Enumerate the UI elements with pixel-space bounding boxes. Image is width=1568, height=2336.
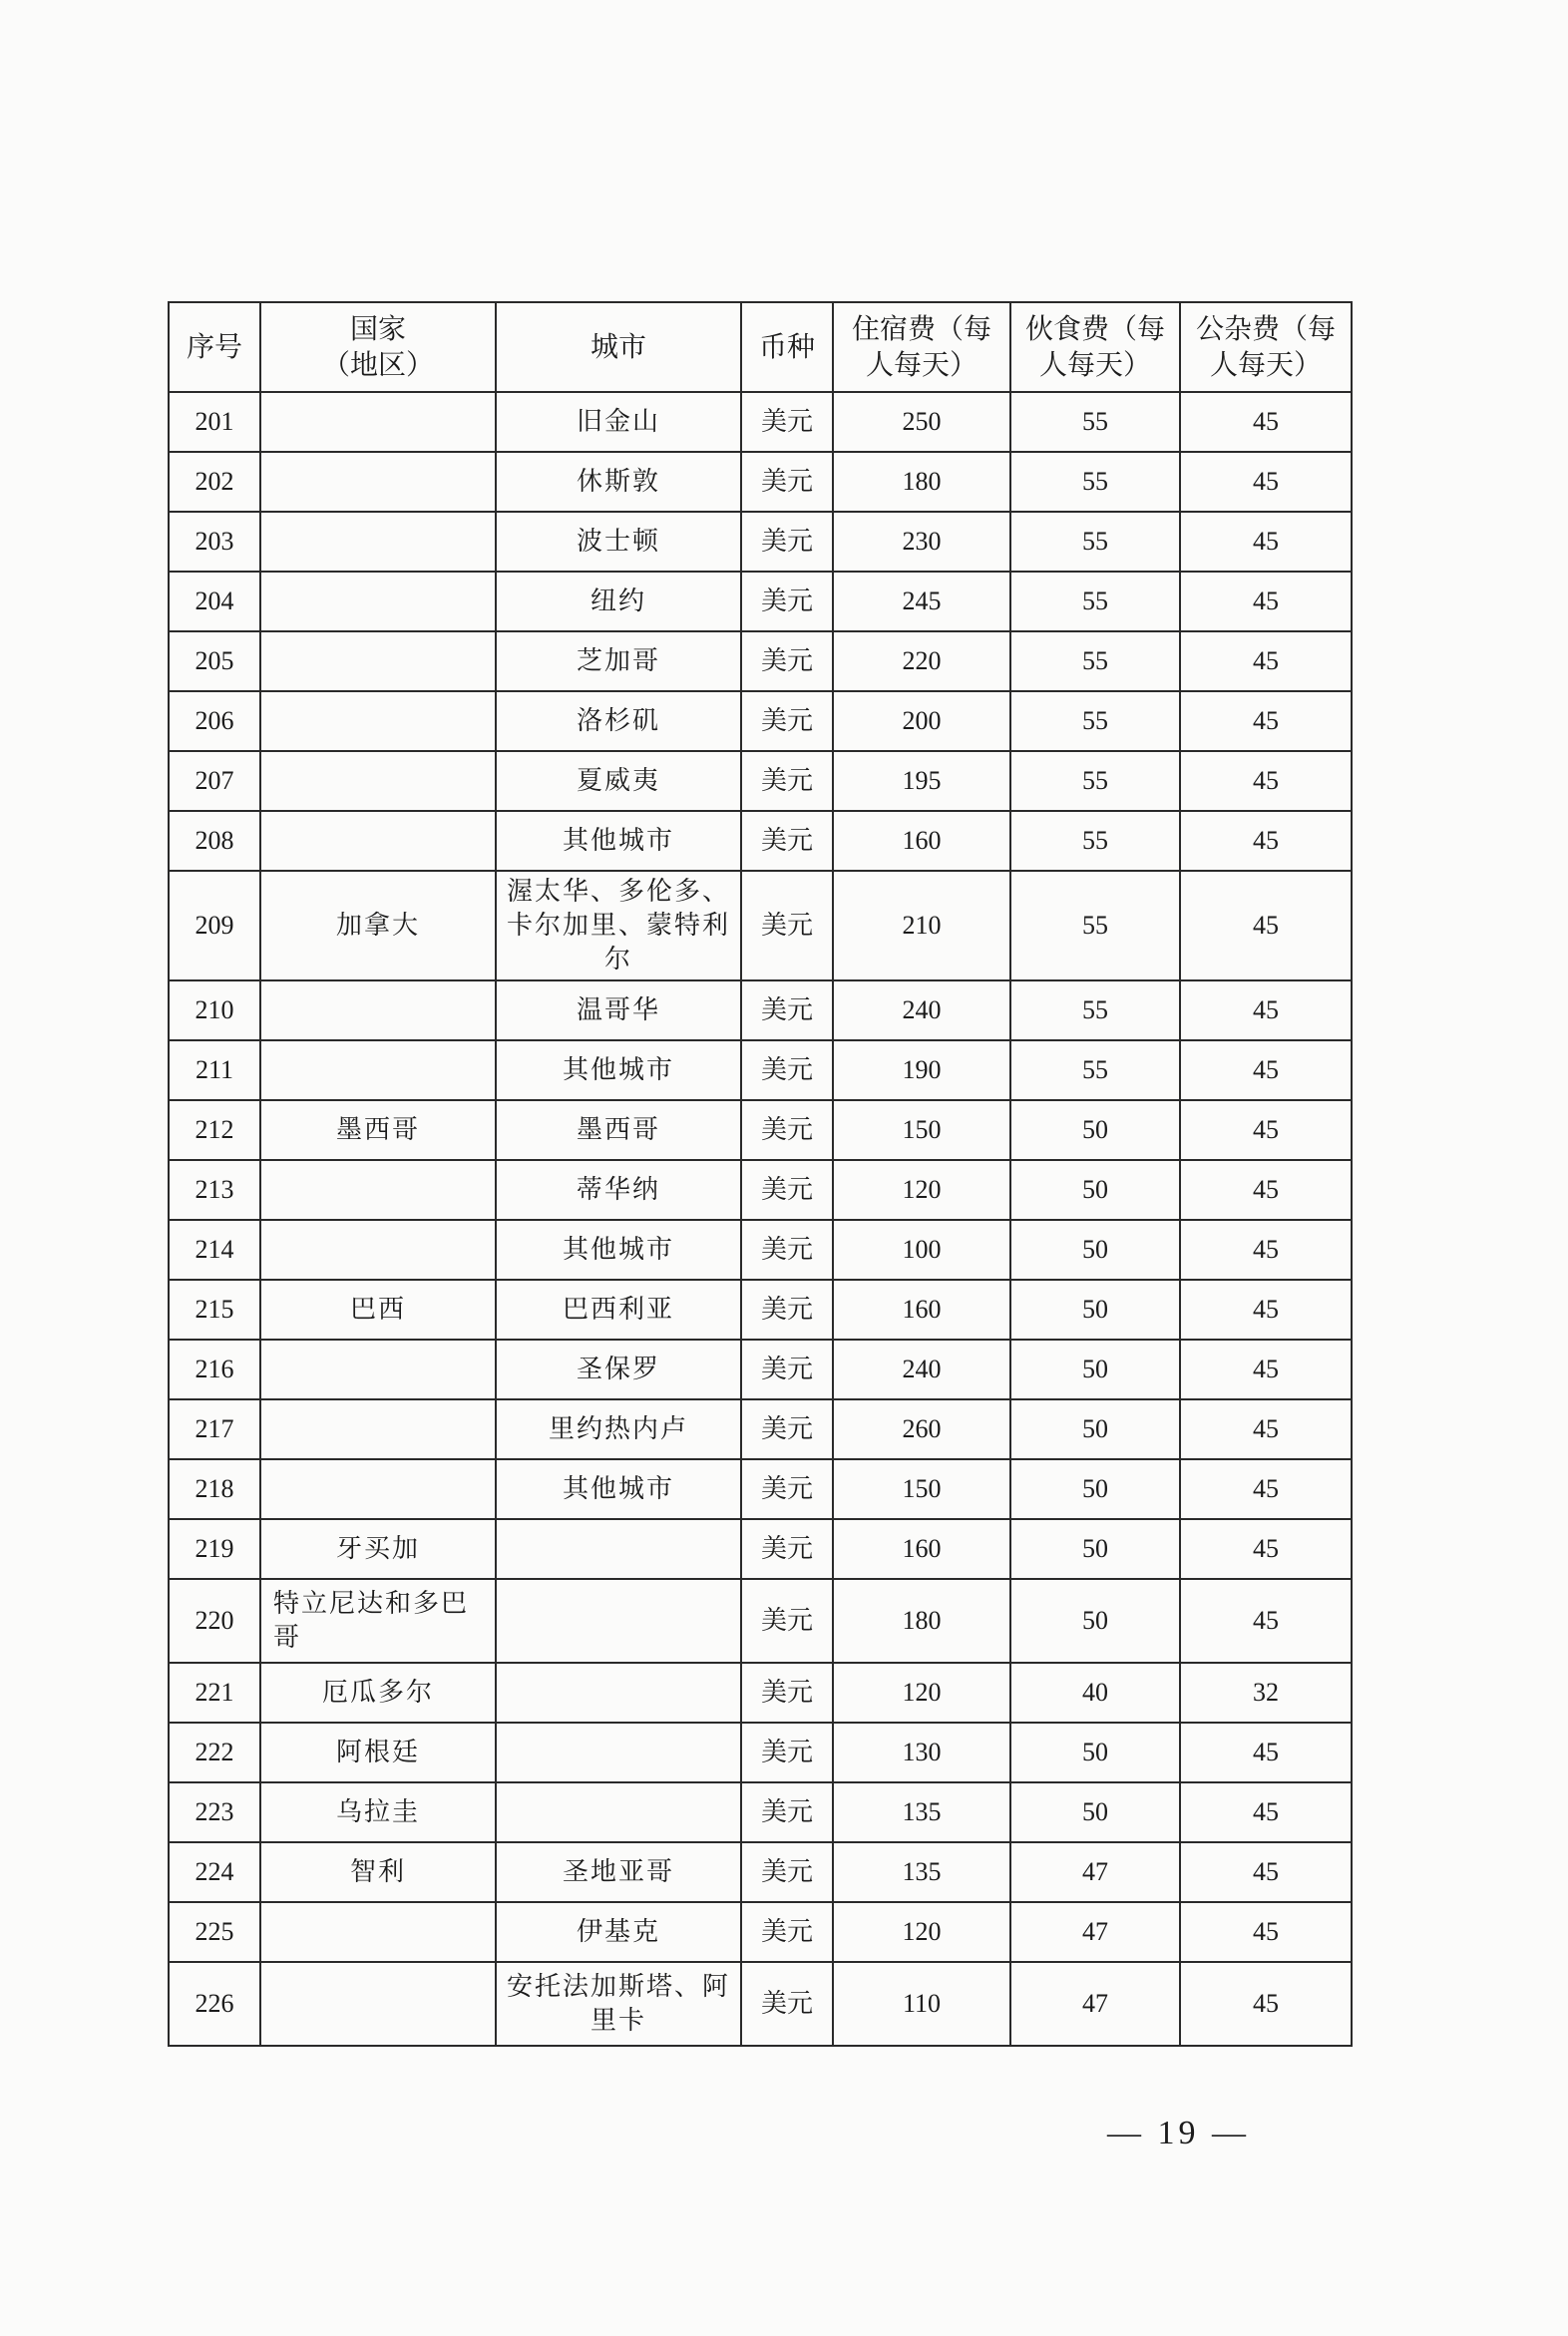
table-row <box>169 871 1352 980</box>
cell-misc: 45 <box>1180 572 1352 631</box>
cell-currency: 美元 <box>741 572 833 631</box>
cell-lodging: 240 <box>833 980 1010 1040</box>
cell-misc: 45 <box>1180 811 1352 871</box>
cell-lodging: 135 <box>833 1782 1010 1842</box>
cell-no: 204 <box>169 572 260 631</box>
table-row <box>169 631 1352 691</box>
cell-no: 220 <box>169 1579 260 1663</box>
cell-no: 209 <box>169 871 260 980</box>
cell-food: 55 <box>1010 631 1180 691</box>
cell-country: 牙买加 <box>260 1519 496 1579</box>
cell-lodging: 260 <box>833 1399 1010 1459</box>
cell-no: 224 <box>169 1842 260 1902</box>
cell-misc: 45 <box>1180 871 1352 980</box>
cell-food: 47 <box>1010 1902 1180 1962</box>
cell-no: 207 <box>169 751 260 811</box>
cell-currency: 美元 <box>741 1519 833 1579</box>
cell-currency: 美元 <box>741 1399 833 1459</box>
cell-food: 47 <box>1010 1962 1180 2046</box>
cell-no: 217 <box>169 1399 260 1459</box>
cell-no: 210 <box>169 980 260 1040</box>
cell-currency: 美元 <box>741 871 833 980</box>
cell-currency: 美元 <box>741 1663 833 1723</box>
cell-country <box>260 811 496 871</box>
cell-food: 47 <box>1010 1842 1180 1902</box>
cell-city: 纽约 <box>496 572 741 631</box>
cell-country <box>260 980 496 1040</box>
cell-country <box>260 1040 496 1100</box>
cell-currency: 美元 <box>741 1579 833 1663</box>
cell-country: 墨西哥 <box>260 1100 496 1160</box>
cell-food: 55 <box>1010 392 1180 452</box>
table-row <box>169 751 1352 811</box>
cell-food: 55 <box>1010 871 1180 980</box>
cell-food: 50 <box>1010 1280 1180 1340</box>
cell-city: 墨西哥 <box>496 1100 741 1160</box>
cell-currency: 美元 <box>741 512 833 572</box>
cell-currency: 美元 <box>741 691 833 751</box>
table-row <box>169 392 1352 452</box>
cell-misc: 45 <box>1180 452 1352 512</box>
cell-currency: 美元 <box>741 980 833 1040</box>
cell-country: 加拿大 <box>260 871 496 980</box>
cell-lodging: 135 <box>833 1842 1010 1902</box>
cell-country <box>260 1459 496 1519</box>
cell-currency: 美元 <box>741 1100 833 1160</box>
cell-city: 洛杉矶 <box>496 691 741 751</box>
cell-food: 50 <box>1010 1340 1180 1399</box>
cell-food: 50 <box>1010 1579 1180 1663</box>
cell-country <box>260 691 496 751</box>
cell-currency: 美元 <box>741 1842 833 1902</box>
table-row <box>169 1399 1352 1459</box>
cell-lodging: 150 <box>833 1459 1010 1519</box>
table-row <box>169 452 1352 512</box>
cell-country <box>260 1160 496 1220</box>
cell-no: 214 <box>169 1220 260 1280</box>
cell-food: 55 <box>1010 452 1180 512</box>
cell-city <box>496 1519 741 1579</box>
cell-misc: 45 <box>1180 980 1352 1040</box>
cell-currency: 美元 <box>741 751 833 811</box>
cell-food: 55 <box>1010 751 1180 811</box>
cell-city: 波士顿 <box>496 512 741 572</box>
cell-city: 渥太华、多伦多、卡尔加里、蒙特利尔 <box>496 871 741 980</box>
cell-food: 50 <box>1010 1220 1180 1280</box>
cell-country: 乌拉圭 <box>260 1782 496 1842</box>
cell-misc: 45 <box>1180 1220 1352 1280</box>
cell-currency: 美元 <box>741 811 833 871</box>
cell-misc: 45 <box>1180 751 1352 811</box>
cell-currency: 美元 <box>741 392 833 452</box>
table-row <box>169 1280 1352 1340</box>
cell-country <box>260 1220 496 1280</box>
cell-city: 休斯敦 <box>496 452 741 512</box>
cell-city: 温哥华 <box>496 980 741 1040</box>
table-row <box>169 1220 1352 1280</box>
cell-lodging: 110 <box>833 1962 1010 2046</box>
cell-city: 巴西利亚 <box>496 1280 741 1340</box>
cell-misc: 45 <box>1180 1962 1352 2046</box>
cell-country: 智利 <box>260 1842 496 1902</box>
cell-misc: 45 <box>1180 1160 1352 1220</box>
cell-city: 安托法加斯塔、阿里卡 <box>496 1962 741 2046</box>
table-row <box>169 572 1352 631</box>
cell-misc: 45 <box>1180 1782 1352 1842</box>
table-row <box>169 1519 1352 1579</box>
table-row <box>169 1723 1352 1782</box>
cell-city: 伊基克 <box>496 1902 741 1962</box>
cell-no: 218 <box>169 1459 260 1519</box>
cell-misc: 32 <box>1180 1663 1352 1723</box>
cell-lodging: 245 <box>833 572 1010 631</box>
cell-currency: 美元 <box>741 1459 833 1519</box>
cell-misc: 45 <box>1180 1100 1352 1160</box>
cell-lodging: 120 <box>833 1902 1010 1962</box>
cell-country <box>260 512 496 572</box>
cell-city: 圣保罗 <box>496 1340 741 1399</box>
cell-no: 222 <box>169 1723 260 1782</box>
header-no: 序号 <box>169 302 260 392</box>
cell-misc: 45 <box>1180 512 1352 572</box>
cell-lodging: 195 <box>833 751 1010 811</box>
cell-country: 特立尼达和多巴哥 <box>260 1579 496 1663</box>
cell-no: 216 <box>169 1340 260 1399</box>
table-header-row <box>169 302 1352 392</box>
cell-country <box>260 1962 496 2046</box>
cell-no: 221 <box>169 1663 260 1723</box>
cell-food: 50 <box>1010 1519 1180 1579</box>
cell-city: 圣地亚哥 <box>496 1842 741 1902</box>
table-row <box>169 1040 1352 1100</box>
cell-lodging: 160 <box>833 1519 1010 1579</box>
cell-currency: 美元 <box>741 1040 833 1100</box>
cell-misc: 45 <box>1180 1842 1352 1902</box>
cell-lodging: 200 <box>833 691 1010 751</box>
cell-misc: 45 <box>1180 1280 1352 1340</box>
cell-no: 206 <box>169 691 260 751</box>
cell-food: 55 <box>1010 811 1180 871</box>
cell-currency: 美元 <box>741 1782 833 1842</box>
cell-food: 50 <box>1010 1100 1180 1160</box>
cell-misc: 45 <box>1180 1579 1352 1663</box>
cell-city: 夏威夷 <box>496 751 741 811</box>
cell-currency: 美元 <box>741 1340 833 1399</box>
cell-no: 219 <box>169 1519 260 1579</box>
cell-city: 芝加哥 <box>496 631 741 691</box>
cell-city: 其他城市 <box>496 1040 741 1100</box>
cell-lodging: 240 <box>833 1340 1010 1399</box>
cell-no: 203 <box>169 512 260 572</box>
cell-city: 蒂华纳 <box>496 1160 741 1220</box>
cell-misc: 45 <box>1180 1902 1352 1962</box>
cell-country: 厄瓜多尔 <box>260 1663 496 1723</box>
cell-no: 226 <box>169 1962 260 2046</box>
cell-lodging: 160 <box>833 811 1010 871</box>
table-row <box>169 1962 1352 2046</box>
table-row <box>169 512 1352 572</box>
cell-no: 202 <box>169 452 260 512</box>
cell-no: 225 <box>169 1902 260 1962</box>
cell-lodging: 220 <box>833 631 1010 691</box>
cell-misc: 45 <box>1180 691 1352 751</box>
cell-country <box>260 1399 496 1459</box>
cell-country: 阿根廷 <box>260 1723 496 1782</box>
table-row <box>169 1842 1352 1902</box>
cell-currency: 美元 <box>741 1962 833 2046</box>
cell-country: 巴西 <box>260 1280 496 1340</box>
cell-currency: 美元 <box>741 1723 833 1782</box>
cell-city <box>496 1579 741 1663</box>
table-row <box>169 1100 1352 1160</box>
cell-country <box>260 452 496 512</box>
page-number: — 19 — <box>1107 2115 1250 2151</box>
cell-lodging: 190 <box>833 1040 1010 1100</box>
cell-city <box>496 1782 741 1842</box>
cell-no: 211 <box>169 1040 260 1100</box>
cell-lodging: 120 <box>833 1160 1010 1220</box>
table-row <box>169 1782 1352 1842</box>
cell-currency: 美元 <box>741 1220 833 1280</box>
header-city: 城市 <box>496 302 741 392</box>
table-row <box>169 691 1352 751</box>
cell-currency: 美元 <box>741 1280 833 1340</box>
cell-lodging: 160 <box>833 1280 1010 1340</box>
cell-food: 40 <box>1010 1663 1180 1723</box>
cell-lodging: 100 <box>833 1220 1010 1280</box>
cell-city: 里约热内卢 <box>496 1399 741 1459</box>
cell-food: 50 <box>1010 1399 1180 1459</box>
cell-lodging: 210 <box>833 871 1010 980</box>
cell-food: 50 <box>1010 1459 1180 1519</box>
cell-no: 212 <box>169 1100 260 1160</box>
table-row <box>169 811 1352 871</box>
header-currency: 币种 <box>741 302 833 392</box>
cell-lodging: 180 <box>833 452 1010 512</box>
cell-lodging: 180 <box>833 1579 1010 1663</box>
cell-misc: 45 <box>1180 392 1352 452</box>
header-country-label: 国家 （地区） <box>321 312 434 381</box>
cell-country <box>260 392 496 452</box>
header-lodging: 住宿费（每人每天） <box>833 302 1010 392</box>
cell-food: 55 <box>1010 1040 1180 1100</box>
cell-lodging: 120 <box>833 1663 1010 1723</box>
cell-no: 213 <box>169 1160 260 1220</box>
cell-currency: 美元 <box>741 452 833 512</box>
cell-food: 55 <box>1010 512 1180 572</box>
cell-food: 55 <box>1010 572 1180 631</box>
cell-city: 其他城市 <box>496 811 741 871</box>
cell-city: 其他城市 <box>496 1220 741 1280</box>
cell-currency: 美元 <box>741 1902 833 1962</box>
cell-city: 旧金山 <box>496 392 741 452</box>
cell-misc: 45 <box>1180 631 1352 691</box>
cell-misc: 45 <box>1180 1399 1352 1459</box>
cell-misc: 45 <box>1180 1459 1352 1519</box>
cell-food: 50 <box>1010 1782 1180 1842</box>
cell-lodging: 150 <box>833 1100 1010 1160</box>
header-food: 伙食费（每人每天） <box>1010 302 1180 392</box>
cell-country <box>260 751 496 811</box>
cell-currency: 美元 <box>741 631 833 691</box>
table-row <box>169 1459 1352 1519</box>
table-row <box>169 1663 1352 1723</box>
header-misc: 公杂费（每人每天） <box>1180 302 1352 392</box>
cell-country <box>260 572 496 631</box>
table-row <box>169 1902 1352 1962</box>
cell-country <box>260 631 496 691</box>
cell-misc: 45 <box>1180 1519 1352 1579</box>
header-country <box>260 302 496 392</box>
cell-misc: 45 <box>1180 1723 1352 1782</box>
cell-lodging: 130 <box>833 1723 1010 1782</box>
cell-currency: 美元 <box>741 1160 833 1220</box>
allowance-table <box>168 301 1353 2047</box>
cell-food: 55 <box>1010 691 1180 751</box>
cell-city: 其他城市 <box>496 1459 741 1519</box>
cell-city <box>496 1723 741 1782</box>
table-row <box>169 1579 1352 1663</box>
cell-food: 55 <box>1010 980 1180 1040</box>
cell-food: 50 <box>1010 1723 1180 1782</box>
cell-misc: 45 <box>1180 1340 1352 1399</box>
cell-no: 201 <box>169 392 260 452</box>
cell-food: 50 <box>1010 1160 1180 1220</box>
cell-lodging: 230 <box>833 512 1010 572</box>
table-row <box>169 980 1352 1040</box>
table-row <box>169 1160 1352 1220</box>
cell-lodging: 250 <box>833 392 1010 452</box>
cell-no: 223 <box>169 1782 260 1842</box>
cell-country <box>260 1902 496 1962</box>
cell-no: 215 <box>169 1280 260 1340</box>
table-row <box>169 1340 1352 1399</box>
cell-misc: 45 <box>1180 1040 1352 1100</box>
cell-no: 208 <box>169 811 260 871</box>
cell-city <box>496 1663 741 1723</box>
cell-no: 205 <box>169 631 260 691</box>
cell-country <box>260 1340 496 1399</box>
